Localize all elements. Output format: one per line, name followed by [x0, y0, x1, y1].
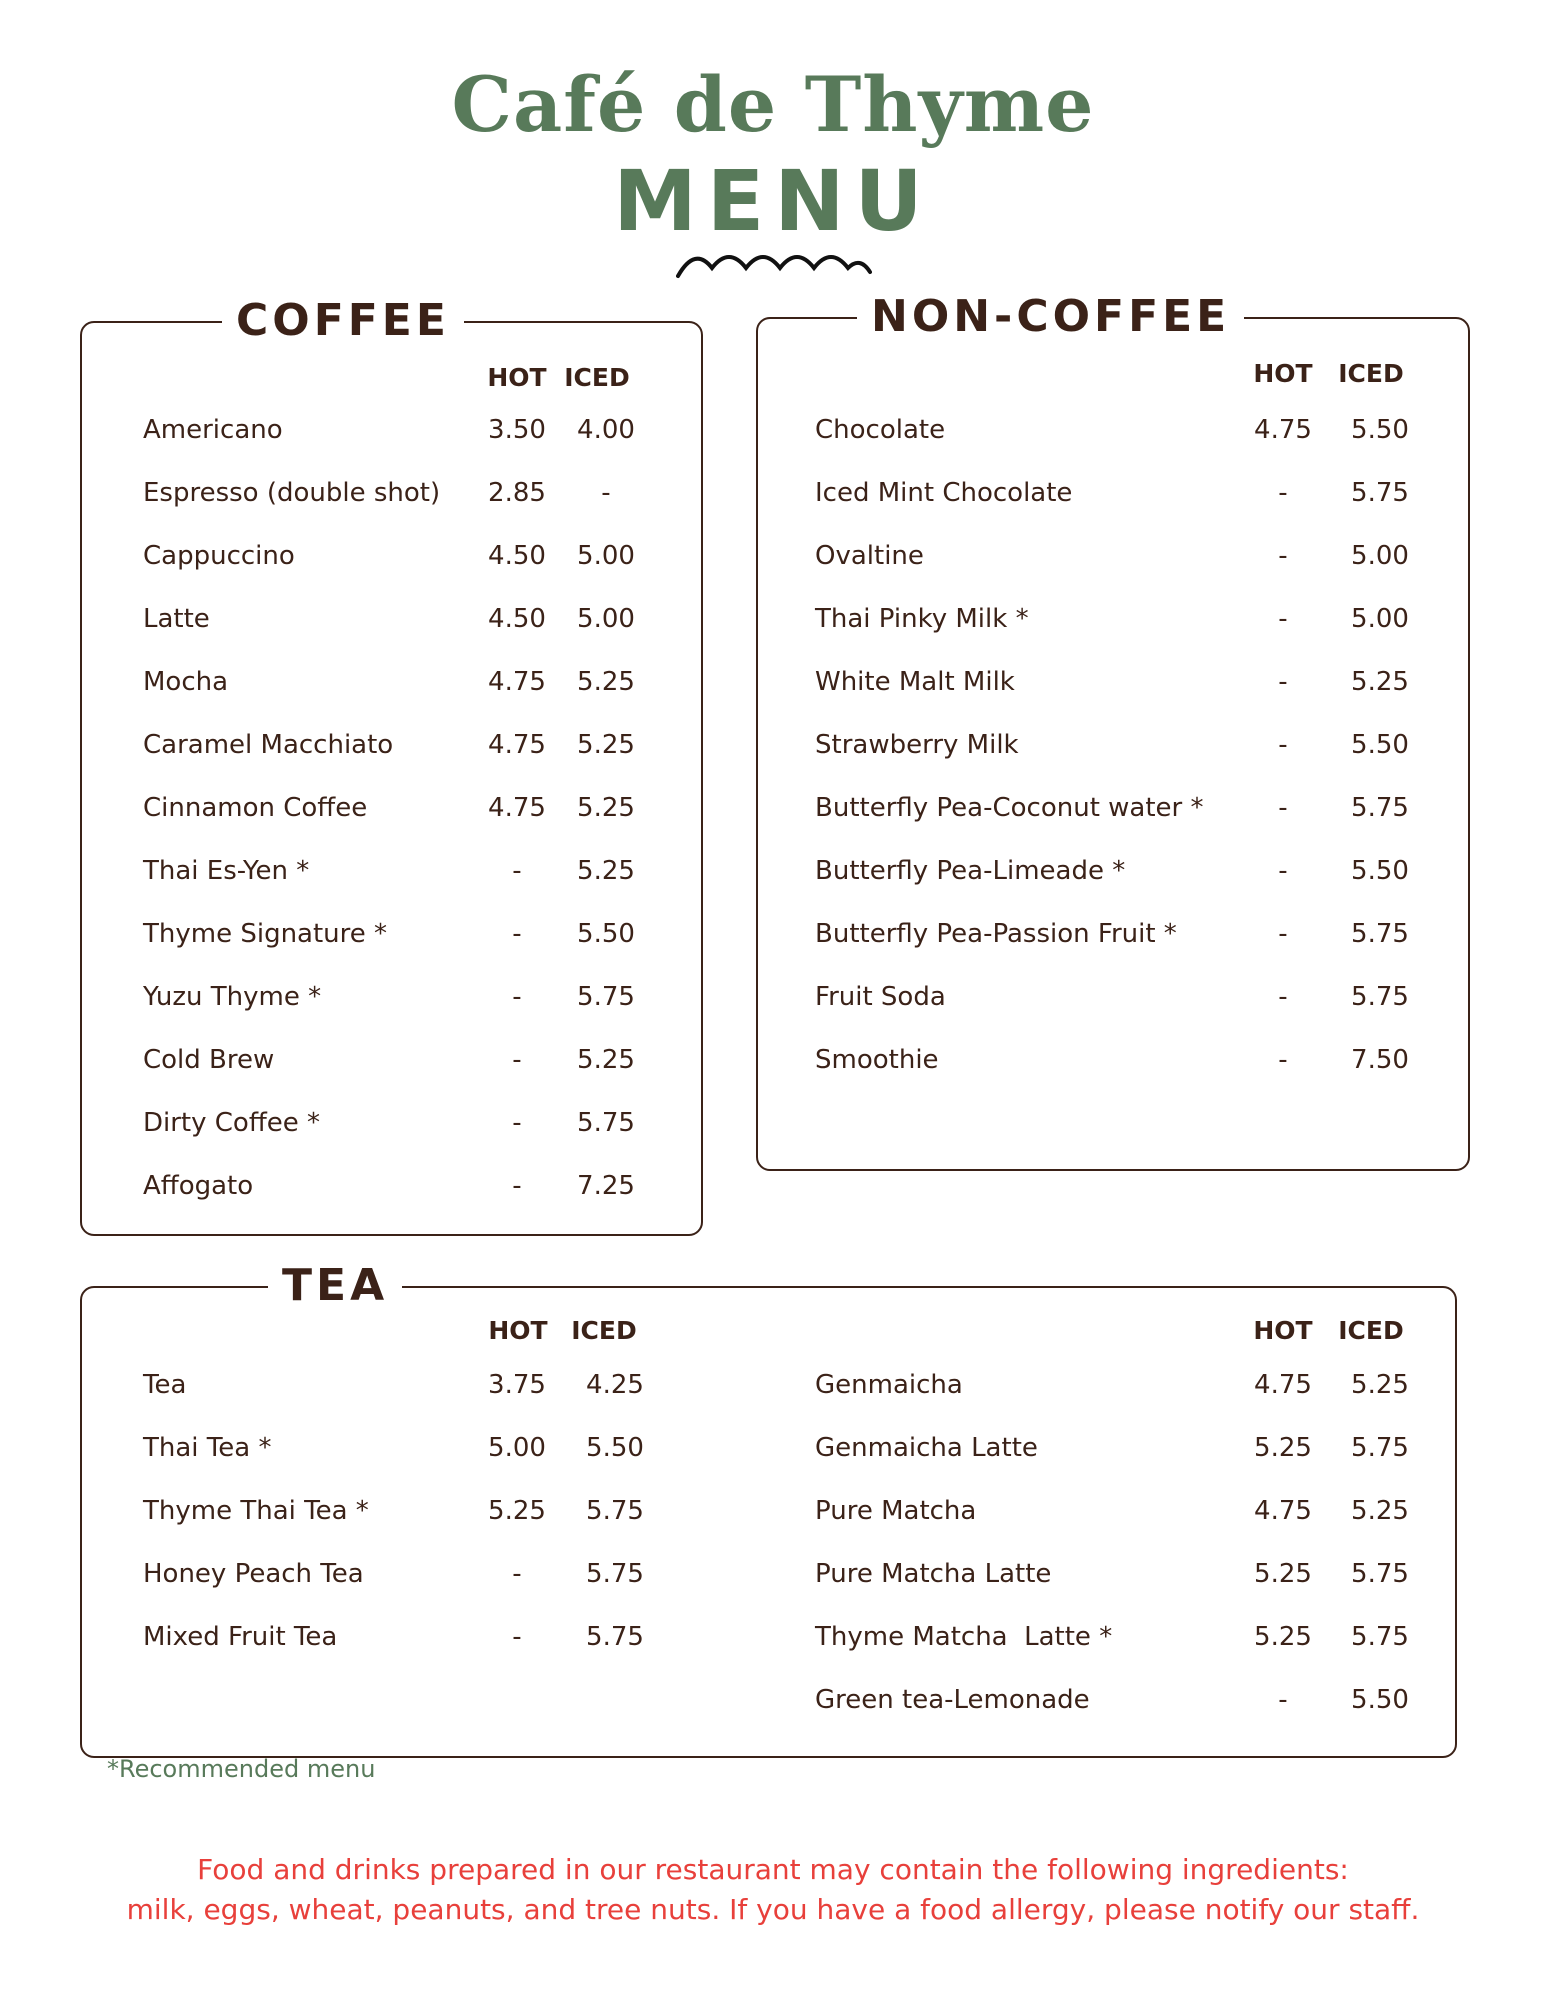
- menu-item: [143, 1045, 663, 1085]
- menu-item: [815, 1370, 1435, 1410]
- item-name: Green tea-Lemonade: [815, 1685, 1090, 1715]
- menu-item: [815, 919, 1435, 959]
- item-name: Strawberry Milk: [815, 730, 1019, 760]
- item-name: Genmaicha: [815, 1370, 963, 1400]
- tea-left-hot-header: HOT: [488, 1316, 548, 1345]
- hot-price: -: [1278, 1045, 1288, 1075]
- hot-price: -: [1278, 856, 1288, 886]
- item-name: Butterfly Pea-Limeade *: [815, 856, 1126, 886]
- menu-item: [815, 604, 1435, 644]
- iced-price: 5.75: [1351, 919, 1409, 949]
- hot-price: 3.75: [488, 1370, 546, 1400]
- iced-price: 5.75: [1351, 478, 1409, 508]
- iced-price: 5.50: [586, 1433, 644, 1463]
- non-coffee-hot-header: HOT: [1253, 359, 1313, 388]
- iced-price: 5.75: [586, 1622, 644, 1652]
- tea-right-hot-header: HOT: [1253, 1316, 1313, 1345]
- menu-item: [815, 667, 1435, 707]
- item-name: Butterfly Pea-Coconut water *: [815, 793, 1204, 823]
- item-name: Thyme Matcha Latte *: [815, 1622, 1113, 1652]
- item-name: Butterfly Pea-Passion Fruit *: [815, 919, 1177, 949]
- menu-item: [143, 1559, 663, 1599]
- iced-price: 5.25: [577, 793, 635, 823]
- hot-price: -: [1278, 541, 1288, 571]
- iced-price: 7.50: [1351, 1045, 1409, 1075]
- menu-item: [143, 1171, 663, 1211]
- menu-item: [815, 982, 1435, 1022]
- item-name: Mixed Fruit Tea: [143, 1622, 338, 1652]
- menu-item: [143, 730, 663, 770]
- hot-price: -: [512, 1622, 522, 1652]
- tea-section-title: TEA: [268, 1260, 402, 1311]
- allergy-notice-line-1: Food and drinks prepared in our restaurant may contain the following ingredients:: [197, 1853, 1349, 1886]
- item-name: Thai Tea *: [143, 1433, 272, 1463]
- iced-price: 5.75: [577, 1108, 635, 1138]
- iced-price: 5.75: [586, 1496, 644, 1526]
- menu-item: [143, 856, 663, 896]
- hot-price: 5.25: [1254, 1622, 1312, 1652]
- iced-price: 5.75: [586, 1559, 644, 1589]
- iced-price: 5.00: [1351, 604, 1409, 634]
- iced-price: 5.25: [1351, 1496, 1409, 1526]
- hot-price: -: [512, 856, 522, 886]
- menu-title: MENU: [613, 152, 933, 250]
- item-name: Iced Mint Chocolate: [815, 478, 1073, 508]
- iced-price: 5.50: [577, 919, 635, 949]
- menu-item: [815, 415, 1435, 455]
- item-name: Dirty Coffee *: [143, 1108, 321, 1138]
- item-name: Fruit Soda: [815, 982, 946, 1012]
- hot-price: -: [512, 1559, 522, 1589]
- menu-item: [143, 604, 663, 644]
- hot-price: 4.75: [488, 667, 546, 697]
- iced-price: -: [601, 478, 611, 508]
- hot-price: 4.75: [1254, 415, 1312, 445]
- menu-item: [815, 1045, 1435, 1085]
- item-name: Smoothie: [815, 1045, 939, 1075]
- hot-price: -: [512, 919, 522, 949]
- iced-price: 5.50: [1351, 415, 1409, 445]
- menu-item: [815, 1433, 1435, 1473]
- item-name: Genmaicha Latte: [815, 1433, 1038, 1463]
- item-name: Yuzu Thyme *: [143, 982, 322, 1012]
- iced-price: 5.25: [577, 667, 635, 697]
- iced-price: 5.25: [1351, 1370, 1409, 1400]
- menu-item: [143, 541, 663, 581]
- recommended-note: *Recommended menu: [107, 1755, 376, 1783]
- item-name: Cold Brew: [143, 1045, 275, 1075]
- coffee-iced-header: ICED: [564, 363, 630, 392]
- iced-price: 5.00: [1351, 541, 1409, 571]
- menu-item: [143, 982, 663, 1022]
- hot-price: -: [1278, 919, 1288, 949]
- iced-price: 4.25: [586, 1370, 644, 1400]
- wave-divider-icon: [676, 250, 872, 280]
- iced-price: 5.50: [1351, 730, 1409, 760]
- menu-item: [143, 919, 663, 959]
- hot-price: 4.75: [1254, 1370, 1312, 1400]
- iced-price: 5.50: [1351, 1685, 1409, 1715]
- iced-price: 5.00: [577, 541, 635, 571]
- hot-price: 5.25: [488, 1496, 546, 1526]
- item-name: Cappuccino: [143, 541, 295, 571]
- iced-price: 5.50: [1351, 856, 1409, 886]
- hot-price: -: [1278, 604, 1288, 634]
- menu-item: [815, 478, 1435, 518]
- coffee-section-title: COFFEE: [222, 295, 464, 346]
- menu-item: [815, 856, 1435, 896]
- iced-price: 5.75: [1351, 1559, 1409, 1589]
- iced-price: 5.25: [1351, 667, 1409, 697]
- tea-left-iced-header: ICED: [571, 1316, 637, 1345]
- item-name: Cinnamon Coffee: [143, 793, 368, 823]
- iced-price: 5.75: [1351, 982, 1409, 1012]
- coffee-panel: [80, 321, 703, 1236]
- iced-price: 4.00: [577, 415, 635, 445]
- iced-price: 5.75: [1351, 1433, 1409, 1463]
- item-name: Thyme Thai Tea *: [143, 1496, 369, 1526]
- item-name: Caramel Macchiato: [143, 730, 394, 760]
- item-name: Honey Peach Tea: [143, 1559, 364, 1589]
- item-name: Mocha: [143, 667, 229, 697]
- item-name: Espresso (double shot): [143, 478, 441, 508]
- menu-item: [815, 793, 1435, 833]
- menu-item: [143, 415, 663, 455]
- hot-price: -: [512, 982, 522, 1012]
- iced-price: 5.75: [1351, 1622, 1409, 1652]
- hot-price: 4.50: [488, 604, 546, 634]
- item-name: Ovaltine: [815, 541, 924, 571]
- hot-price: 5.25: [1254, 1559, 1312, 1589]
- non-coffee-iced-header: ICED: [1338, 359, 1404, 388]
- item-name: Thai Es-Yen *: [143, 856, 310, 886]
- item-name: Tea: [143, 1370, 187, 1400]
- hot-price: 5.00: [488, 1433, 546, 1463]
- hot-price: 5.25: [1254, 1433, 1312, 1463]
- item-name: Americano: [143, 415, 283, 445]
- iced-price: 5.00: [577, 604, 635, 634]
- item-name: Pure Matcha Latte: [815, 1559, 1052, 1589]
- menu-item: [815, 541, 1435, 581]
- hot-price: 4.75: [488, 730, 546, 760]
- menu-item: [815, 730, 1435, 770]
- hot-price: 2.85: [488, 478, 546, 508]
- item-name: Thai Pinky Milk *: [815, 604, 1029, 634]
- item-name: Thyme Signature *: [143, 919, 388, 949]
- non-coffee-section-title: NON-COFFEE: [857, 291, 1244, 342]
- hot-price: 4.75: [1254, 1496, 1312, 1526]
- menu-item: [143, 667, 663, 707]
- cafe-name: Café de Thyme: [451, 60, 1095, 149]
- iced-price: 7.25: [577, 1171, 635, 1201]
- iced-price: 5.25: [577, 1045, 635, 1075]
- item-name: Pure Matcha: [815, 1496, 977, 1526]
- hot-price: 3.50: [488, 415, 546, 445]
- iced-price: 5.25: [577, 730, 635, 760]
- tea-right-iced-header: ICED: [1338, 1316, 1404, 1345]
- menu-item: [815, 1559, 1435, 1599]
- menu-item: [815, 1622, 1435, 1662]
- hot-price: -: [1278, 478, 1288, 508]
- iced-price: 5.75: [1351, 793, 1409, 823]
- menu-item: [143, 793, 663, 833]
- hot-price: -: [1278, 982, 1288, 1012]
- menu-item: [143, 1496, 663, 1536]
- hot-price: -: [512, 1171, 522, 1201]
- menu-item: [143, 1433, 663, 1473]
- menu-item: [143, 1622, 663, 1662]
- item-name: Chocolate: [815, 415, 946, 445]
- allergy-notice-line-2: milk, eggs, wheat, peanuts, and tree nuts. If you have a food allergy, please notify our staff.: [126, 1893, 1420, 1926]
- item-name: Affogato: [143, 1171, 254, 1201]
- hot-price: -: [1278, 793, 1288, 823]
- item-name: Latte: [143, 604, 210, 634]
- item-name: White Malt Milk: [815, 667, 1015, 697]
- hot-price: 4.75: [488, 793, 546, 823]
- hot-price: -: [1278, 667, 1288, 697]
- hot-price: 4.50: [488, 541, 546, 571]
- menu-item: [815, 1496, 1435, 1536]
- menu-item: [815, 1685, 1435, 1725]
- coffee-hot-header: HOT: [487, 363, 547, 392]
- hot-price: -: [512, 1108, 522, 1138]
- hot-price: -: [512, 1045, 522, 1075]
- hot-price: -: [1278, 730, 1288, 760]
- menu-item: [143, 1108, 663, 1148]
- menu-item: [143, 1370, 663, 1410]
- menu-item: [143, 478, 663, 518]
- hot-price: -: [1278, 1685, 1288, 1715]
- iced-price: 5.75: [577, 982, 635, 1012]
- iced-price: 5.25: [577, 856, 635, 886]
